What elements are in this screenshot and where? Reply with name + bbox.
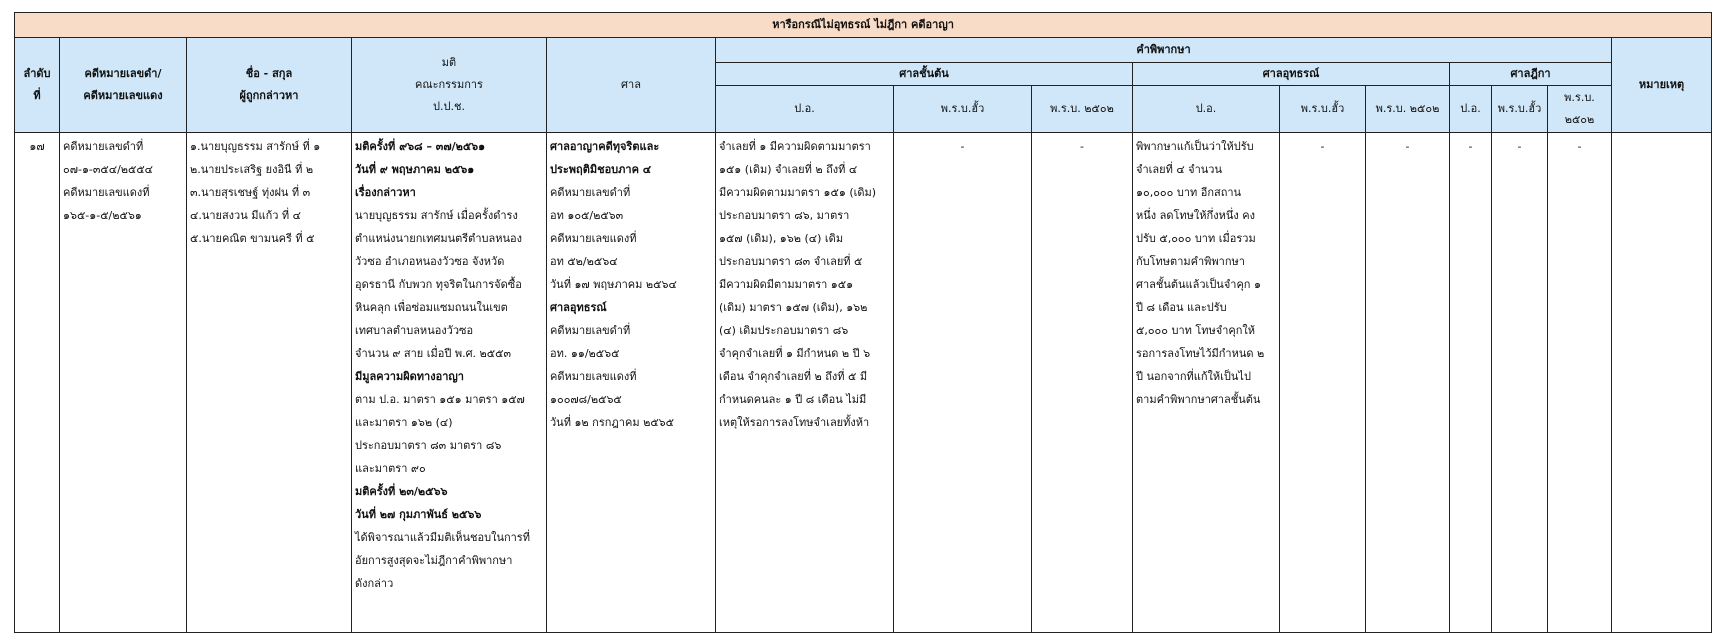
cell-line: รอการลงโทษไว้มีกำหนด ๒ (1136, 347, 1265, 360)
banner-row (15, 13, 1712, 38)
row-no (15, 133, 60, 633)
header-accused (187, 38, 352, 133)
header-accused-line-2: ผู้ถูกกล่าวหา (239, 89, 299, 102)
cell-line: ได้พิจารณาแล้วมีมติเห็นชอบในการที่ (355, 531, 530, 544)
cell-line: และมาตรา ๙๐ (355, 462, 426, 475)
header-first-old-act: พ.ร.บ.ฮั้ว (894, 86, 1032, 133)
cell-line: อท. ๑๑/๒๕๖๕ (550, 347, 620, 360)
row-appeal-old-act (1280, 133, 1366, 633)
case-no-list (60, 133, 186, 229)
cell-line: และมาตรา ๑๖๒ (๔) (355, 416, 453, 429)
cell-line: ประกอบมาตรา ๘๓ มาตรา ๘๖ (355, 439, 502, 452)
row-first-act-2502 (1032, 133, 1133, 633)
row-appeal-act-2502 (1366, 133, 1450, 633)
cell-line: กำหนดคนละ ๑ ปี ๘ เดือน ไม่มี (719, 393, 867, 406)
header-remark-label: หมายเหตุ (1638, 78, 1685, 91)
header-appeal-old-act: พ.ร.บ.ฮั้ว (1280, 86, 1366, 133)
remark-text (1612, 133, 1711, 137)
cell-line: คดีหมายเลขดำที่ (550, 186, 631, 199)
row-case-no (60, 133, 187, 633)
header-resolution-line-3: ป.ป.ช. (433, 100, 465, 113)
header-supreme-court-label: ศาลฎีกา (1510, 67, 1551, 80)
header-supreme-act-2502-line-1: พ.ร.บ. (1564, 91, 1595, 104)
header-first-act-2502: พ.ร.บ. ๒๕๐๒ (1032, 86, 1133, 133)
header-resolution-line-2: คณะกรรมการ (415, 78, 483, 91)
header-verdict-label: คำพิพากษา (1136, 43, 1191, 56)
table-banner: หารือกรณีไม่อุทธรณ์ ไม่ฎีกา คดีอาญา (15, 13, 1712, 38)
cell-line: อท ๑๐๕/๒๕๖๓ (550, 209, 624, 222)
cell-line: ปี ๘ เดือน และปรับ (1136, 301, 1227, 314)
row-supreme-old-act (1492, 133, 1548, 633)
supreme-act-2502-text: - (1577, 140, 1582, 153)
table-row (15, 133, 1712, 633)
cell-line: จำนวน ๙ สาย เมื่อปี พ.ศ. ๒๕๕๓ (355, 347, 511, 360)
header-no-line-1: ลำดับ (23, 67, 51, 80)
cell-line: ๑๐๐๗๘/๒๕๖๕ (550, 393, 622, 406)
cell-line: เรื่องกล่าวหา (355, 186, 416, 199)
accused-list (187, 133, 351, 252)
header-remark (1612, 38, 1712, 133)
cell-line: จำเลยที่ ๑ มีความผิดตามมาตรา (719, 140, 871, 153)
cell-line: หินคลุก เพื่อซ่อมแซมถนนในเขต (355, 301, 508, 314)
cell-line: กับโทษตามคำพิพากษา (1136, 255, 1245, 268)
header-appeal-court (1133, 63, 1450, 86)
appeal-act-2502-text: - (1405, 140, 1410, 153)
first-act-2502-text: - (1080, 140, 1084, 153)
header-resolution (352, 38, 547, 133)
cell-line: ปรับ ๕,๐๐๐ บาท เมื่อรวม (1136, 232, 1256, 245)
resolution-list (352, 133, 546, 597)
header-row-1 (15, 38, 1712, 63)
header-accused-line-1: ชื่อ - สกุล (245, 67, 293, 80)
cell-line: ตำแหน่งนายกเทศมนตรีตำบลหนอง (355, 232, 522, 245)
cell-line: (๔) เดิมประกอบมาตรา ๘๖ (719, 324, 849, 337)
header-case-no (60, 38, 187, 133)
cell-line: มีมูลความผิดทางอาญา (355, 370, 464, 383)
cell-line: วัวซอ อำเภอหนองวัวซอ จังหวัด (355, 255, 505, 268)
cell-line: คดีหมายเลขแดงที่ (63, 186, 150, 199)
cell-line: จำคุกจำเลยที่ ๑ มีกำหนด ๒ ปี ๖ (719, 347, 871, 360)
cell-line: คดีหมายเลขแดงที่ (550, 232, 637, 245)
cell-line: ปี นอกจากที่แก้ให้เป็นไป (1136, 370, 1251, 383)
cell-line: อุดรธานี กับพวก ทุจริตในการจัดซื้อ (355, 278, 522, 291)
cell-line: ๕,๐๐๐ บาท โทษจำคุกให้ (1136, 324, 1256, 337)
cell-line: ๐๗-๑-๓๕๔/๒๕๕๔ (63, 163, 154, 176)
court-list (547, 133, 715, 436)
cell-line: ศาลอาญาคดีทุจริตและ (550, 140, 660, 153)
cell-line: วันที่ ๑๗ พฤษภาคม ๒๕๖๔ (550, 278, 677, 291)
header-supreme-court (1450, 63, 1612, 86)
cell-line: ประพฤติมิชอบภาค ๔ (550, 163, 652, 176)
cell-line: วันที่ ๑๒ กรกฎาคม ๒๕๖๕ (550, 416, 674, 429)
header-no (15, 38, 60, 133)
cell-line: ๑๖๕-๑-๕/๒๕๖๑ (63, 209, 142, 222)
cell-line: วันที่ ๙ พฤษภาคม ๒๕๖๑ (355, 163, 475, 176)
row-supreme-act-2502 (1548, 133, 1612, 633)
header-supreme-criminal-code: ป.อ. (1450, 86, 1492, 133)
header-case-no-line-1: คดีหมายเลขดำ/ (84, 67, 162, 80)
header-no-line-2: ที่ (33, 89, 41, 102)
header-court: ศาล (547, 38, 716, 133)
cell-line: ๑.นายบุญธรรม สารักษ์ ที่ ๑ (190, 140, 321, 153)
cell-line: ศาลชั้นต้นแล้วเป็นจำคุก ๑ (1136, 278, 1261, 291)
cell-line: คดีหมายเลขดำที่ (63, 140, 144, 153)
supreme-old-act-text: - (1517, 140, 1522, 153)
header-appeal-act-2502: พ.ร.บ. ๒๕๐๒ (1366, 86, 1450, 133)
cell-line: คดีหมายเลขดำที่ (550, 324, 631, 337)
supreme-criminal-text: - (1468, 140, 1473, 153)
row-resolution (352, 133, 547, 633)
cell-line: มีความผิดมีตามมาตรา ๑๕๑ (719, 278, 854, 291)
cell-line: ตาม ป.อ. มาตรา ๑๕๑ มาตรา ๑๕๗ (355, 393, 525, 406)
header-supreme-old-act: พ.ร.บ.ฮั้ว (1492, 86, 1548, 133)
cell-line: อท ๕๒/๒๕๖๔ (550, 255, 618, 268)
header-appeal-criminal-code: ป.อ. (1133, 86, 1280, 133)
cell-line: มีความผิดตามมาตรา ๑๕๑ (เดิม) (719, 186, 877, 199)
case-table-container (14, 12, 1711, 633)
row-supreme-criminal (1450, 133, 1492, 633)
row-appeal-criminal (1133, 133, 1280, 633)
cell-line: ตามคำพิพากษาศาลชั้นต้น (1136, 393, 1261, 406)
cell-line: เทศบาลตำบลหนองวัวซอ (355, 324, 474, 337)
header-supreme-act-2502 (1548, 86, 1612, 133)
cell-line: มติครั้งที่ ๙๖๘ – ๓๗/๒๕๖๑ (355, 140, 486, 153)
cell-line: เหตุให้รอการลงโทษจำเลยทั้งห้า (719, 416, 870, 429)
cell-line: ๑๕๑ (เดิม) จำเลยที่ ๒ ถึงที่ ๔ (719, 163, 858, 176)
cell-line: ๒.นายประเสริฐ ยงอินี ที่ ๒ (190, 163, 314, 176)
cell-line: เดือน จำคุกจำเลยที่ ๒ ถึงที่ ๕ มี (719, 370, 868, 383)
appeal-criminal-list (1133, 133, 1279, 413)
cell-line: หนึ่ง ลดโทษให้กึ่งหนึ่ง คง (1136, 209, 1255, 222)
appeal-old-act-text: - (1320, 140, 1325, 153)
cell-line: วันที่ ๒๗ กุมภาพันธ์ ๒๕๖๖ (355, 508, 482, 521)
header-case-no-line-2: คดีหมายเลขแดง (83, 89, 163, 102)
row-accused (187, 133, 352, 633)
header-first-court (716, 63, 1133, 86)
cell-line: อัยการสูงสุดจะไม่ฎีกาคำพิพากษา (355, 554, 513, 567)
row-court (547, 133, 716, 633)
cell-line: ๑๐,๐๐๐ บาท อีกสถาน (1136, 186, 1242, 199)
cell-line: ประกอบมาตรา ๘๖, มาตรา (719, 209, 850, 222)
cell-line: ประกอบมาตรา ๘๓ จำเลยที่ ๕ (719, 255, 863, 268)
case-table (14, 12, 1712, 633)
header-appeal-court-label: ศาลอุทธรณ์ (1262, 67, 1320, 80)
first-old-act-text: - (960, 140, 965, 153)
row-no-text: ๑๗ (29, 140, 45, 153)
cell-line: (เดิม) มาตรา ๑๕๗ (เดิม), ๑๖๒ (719, 301, 868, 314)
cell-line: พิพากษาแก้เป็นว่าให้ปรับ (1136, 140, 1254, 153)
row-first-criminal (716, 133, 894, 633)
row-first-old-act (894, 133, 1032, 633)
cell-line: ๑๕๗ (เดิม), ๑๖๒ (๔) เดิม (719, 232, 844, 245)
header-supreme-act-2502-line-2: ๒๕๐๒ (1564, 113, 1595, 126)
cell-line: จำเลยที่ ๔ จำนวน (1136, 163, 1222, 176)
header-verdict (716, 38, 1612, 63)
cell-line: ๓.นายสุรเชษฐ์ ทุ่งฝน ที่ ๓ (190, 186, 311, 199)
cell-line: ๔.นายสงวน มีแก้ว ที่ ๔ (190, 209, 301, 222)
cell-line: ศาลอุทธรณ์ (550, 301, 607, 314)
cell-line: คดีหมายเลขแดงที่ (550, 370, 637, 383)
cell-line: ๕.นายคณิต ขามนครี ที่ ๕ (190, 232, 315, 245)
cell-line: นายบุญธรรม สารักษ์ เมื่อครั้งดำรง (355, 209, 518, 222)
header-resolution-line-1: มติ (441, 56, 457, 69)
header-first-court-label: ศาลชั้นต้น (899, 67, 949, 80)
first-criminal-list (716, 133, 893, 436)
header-first-criminal-code: ป.อ. (716, 86, 894, 133)
cell-line: ดังกล่าว (355, 577, 394, 590)
cell-line: มติครั้งที่ ๒๓/๒๕๖๖ (355, 485, 448, 498)
row-remark (1612, 133, 1712, 633)
